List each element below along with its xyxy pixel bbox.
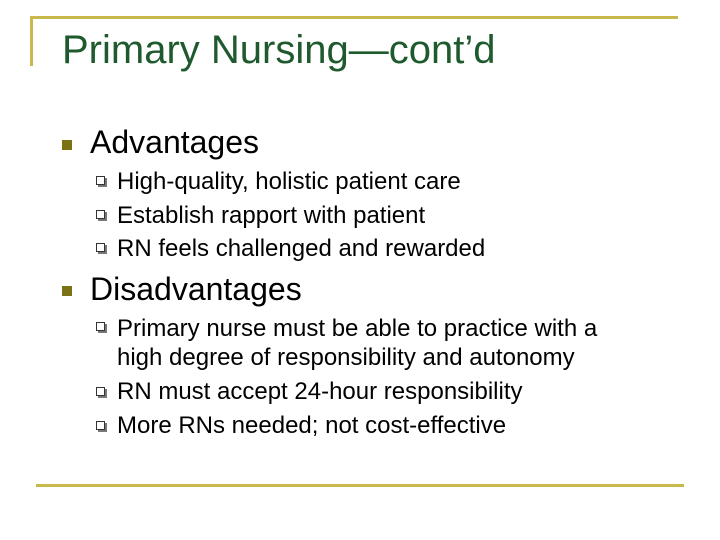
slide-title: Primary Nursing—cont’d <box>62 28 496 72</box>
advantage-item: RN feels challenged and rewarded <box>117 235 486 262</box>
square-bullet-icon <box>62 140 72 150</box>
disadvantage-item: More RNs needed; not cost-effective <box>117 412 507 439</box>
square-bullet-icon <box>62 286 72 296</box>
checkbox-bullet-icon <box>96 387 105 396</box>
checkbox-bullet-icon <box>96 421 105 430</box>
checkbox-bullet-icon <box>96 243 105 252</box>
checkbox-bullet-icon <box>96 322 105 331</box>
advantage-item: High-quality, holistic patient care <box>117 168 461 195</box>
advantage-item: Establish rapport with patient <box>117 202 426 229</box>
disadvantage-item: Primary nurse must be able to practice with a high degree of responsibility and autonomy <box>117 315 598 371</box>
slide-frame-left-rule <box>30 16 33 66</box>
section-heading-disadvantages: Disadvantages <box>90 271 302 307</box>
slide-frame-bottom-rule <box>36 484 684 487</box>
checkbox-bullet-icon <box>96 176 105 185</box>
disadvantage-item: RN must accept 24-hour responsibility <box>117 378 523 405</box>
slide-frame-top-rule <box>30 16 678 19</box>
section-heading-advantages: Advantages <box>90 124 260 160</box>
checkbox-bullet-icon <box>96 210 105 219</box>
